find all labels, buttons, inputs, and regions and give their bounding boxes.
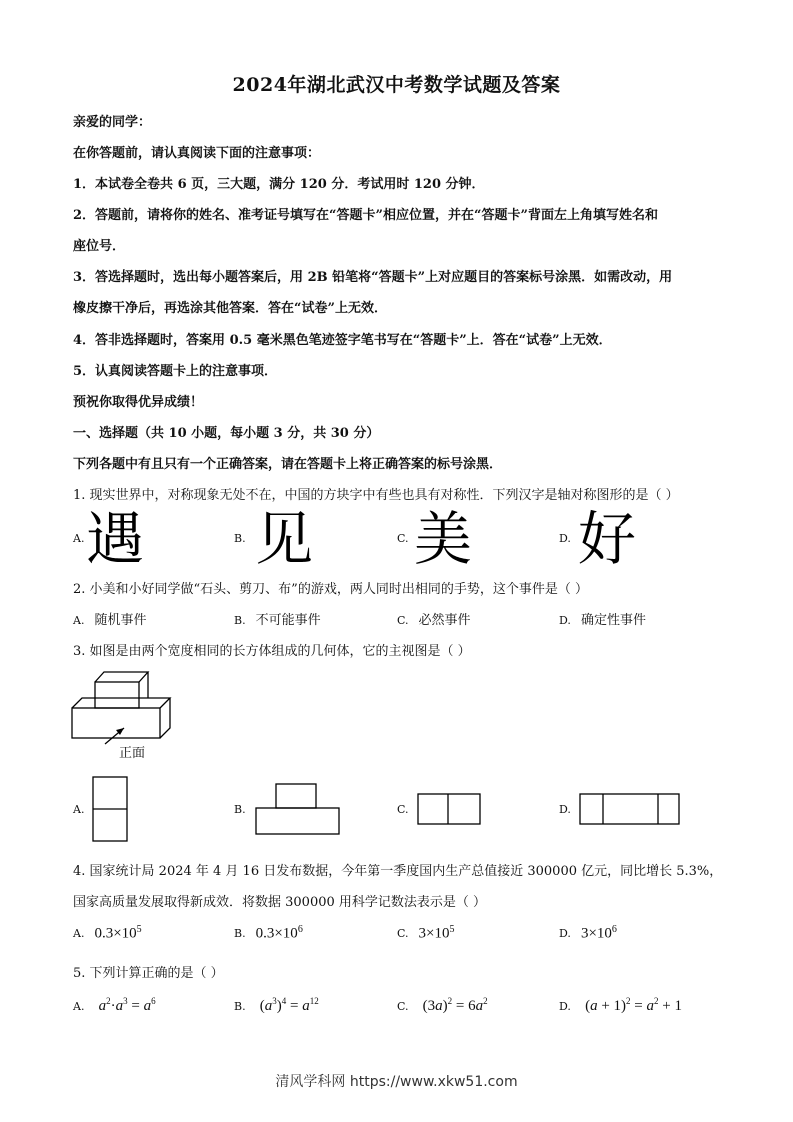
q5-option-a: A. $a^2\cdot a^3 = a^6$ (73, 996, 156, 1014)
q2-option-b: B. 不可能事件 (234, 613, 321, 628)
q5-formula-a: $a^2\cdot a^3 = a^6$ (98, 996, 156, 1014)
q4-option-b: B. $0.3\times 10^6$ (234, 924, 303, 942)
section-heading: 一、选择题（共 10 小题，每小题 3 分，共 30 分） (73, 426, 380, 441)
q1-option-d-char: 好 (578, 505, 637, 573)
q1-option-a-label: A. (73, 532, 85, 545)
section-instruction: 下列各题中有且只有一个正确答案，请在答题卡上将正确答案的标号涂黑． (73, 457, 503, 472)
question-4-text: 4. 国家统计局 2024 年 4 月 16 日发布数据，今年第一季度国内生产总值接近 300000 亿元，同比增长 5.3%， (73, 864, 723, 879)
q1-option-c-char: 美 (414, 505, 473, 573)
q1-option-d-label: D. (559, 532, 571, 545)
q5-options (73, 996, 733, 1020)
q3-option-c-figure (416, 792, 486, 828)
q2-option-c: C. 必然事件 (397, 613, 471, 628)
q2-option-a: A. 随机事件 (73, 613, 147, 628)
q5-formula-c: $(3a)^2 = 6a^2$ (422, 996, 488, 1014)
q4-options (73, 924, 733, 948)
q5-option-d: D. $(a + 1)^2 = a^2 + 1$ (559, 996, 682, 1014)
wish-text: 预祝你取得优异成绩！ (73, 395, 204, 410)
q1-option-c-label: C. (397, 532, 409, 545)
notice-item-2: 2．答题前，请将你的姓名、准考证号填写在“答题卡”相应位置，并在“答题卡”背面左上角填写姓名和 (73, 208, 658, 223)
question-3-text: 3. 如图是由两个宽度相同的长方体组成的几何体，它的主视图是（ ） (73, 644, 471, 659)
greeting: 亲爱的同学： (73, 115, 152, 130)
q5-option-b: B. $(a^3)^4 = a^{12}$ (234, 996, 319, 1014)
q4-option-d: D. $3\times 10^6$ (559, 924, 617, 942)
footer-watermark: 清风学科网 https://www.xkw51.com (275, 1074, 518, 1090)
notice-item-4: 4．答非选择题时，答案用 0.5 毫米黑色笔迹签字笔书写在“答题卡”上．答在“试卷”上无效． (73, 333, 612, 348)
q5-option-c: C. $(3a)^2 = 6a^2$ (397, 996, 488, 1014)
q2-option-d: D. 确定性事件 (559, 613, 646, 628)
question-2-text: 2. 小美和小好同学做“石头、剪刀、布”的游戏，两人同时出相同的手势，这个事件是（ ） (73, 582, 588, 597)
q2-options (73, 609, 733, 633)
question-4-text-cont: 国家高质量发展取得新成效．将数据 300000 用科学记数法表示是（ ） (73, 895, 487, 910)
q1-option-b-char: 见 (255, 505, 314, 573)
q3-front-label: 正面 (119, 746, 146, 761)
q3-option-a-figure (92, 775, 132, 845)
q1-option-a-char: 遇 (86, 505, 145, 573)
q4-option-a: A. $0.3\times 10^5$ (73, 924, 142, 942)
q3-option-a-label: A. (73, 803, 85, 816)
q5-formula-b: $(a^3)^4 = a^{12}$ (259, 996, 319, 1014)
question-1-text: 1. 现实世界中，对称现象无处不在，中国的方块字中有些也具有对称性．下列汉字是轴对称图形的是（ ） (73, 488, 679, 503)
q3-option-c-label: C. (397, 803, 409, 816)
q5-formula-d: $(a + 1)^2 = a^2 + 1$ (585, 996, 682, 1014)
notice-item-2-cont: 座位号． (73, 239, 126, 254)
q3-option-d-figure (578, 792, 684, 828)
q1-option-b-label: B. (234, 532, 246, 545)
notice-item-3-cont: 橡皮擦干净后，再选涂其他答案．答在“试卷”上无效． (73, 301, 387, 316)
notice-item-3: 3．答选择题时，选出每小题答案后，用 2B 铅笔将“答题卡”上对应题目的答案标号涂黑．如需改动，用 (73, 270, 673, 285)
page-title: 2024年湖北武汉中考数学试题及答案 (232, 74, 561, 96)
notice-item-5: 5．认真阅读答题卡上的注意事项． (73, 364, 278, 379)
notice-heading: 在你答题前，请认真阅读下面的注意事项： (73, 146, 321, 161)
q3-option-d-label: D. (559, 803, 571, 816)
question-5-text: 5. 下列计算正确的是（ ） (73, 966, 224, 981)
notice-item-1: 1．本试卷全卷共 6 页，三大题，满分 120 分．考试用时 120 分钟． (73, 177, 485, 192)
q3-option-b-figure (254, 782, 344, 838)
q3-option-b-label: B. (234, 803, 246, 816)
q4-option-c: C. $3\times 10^5$ (397, 924, 455, 942)
